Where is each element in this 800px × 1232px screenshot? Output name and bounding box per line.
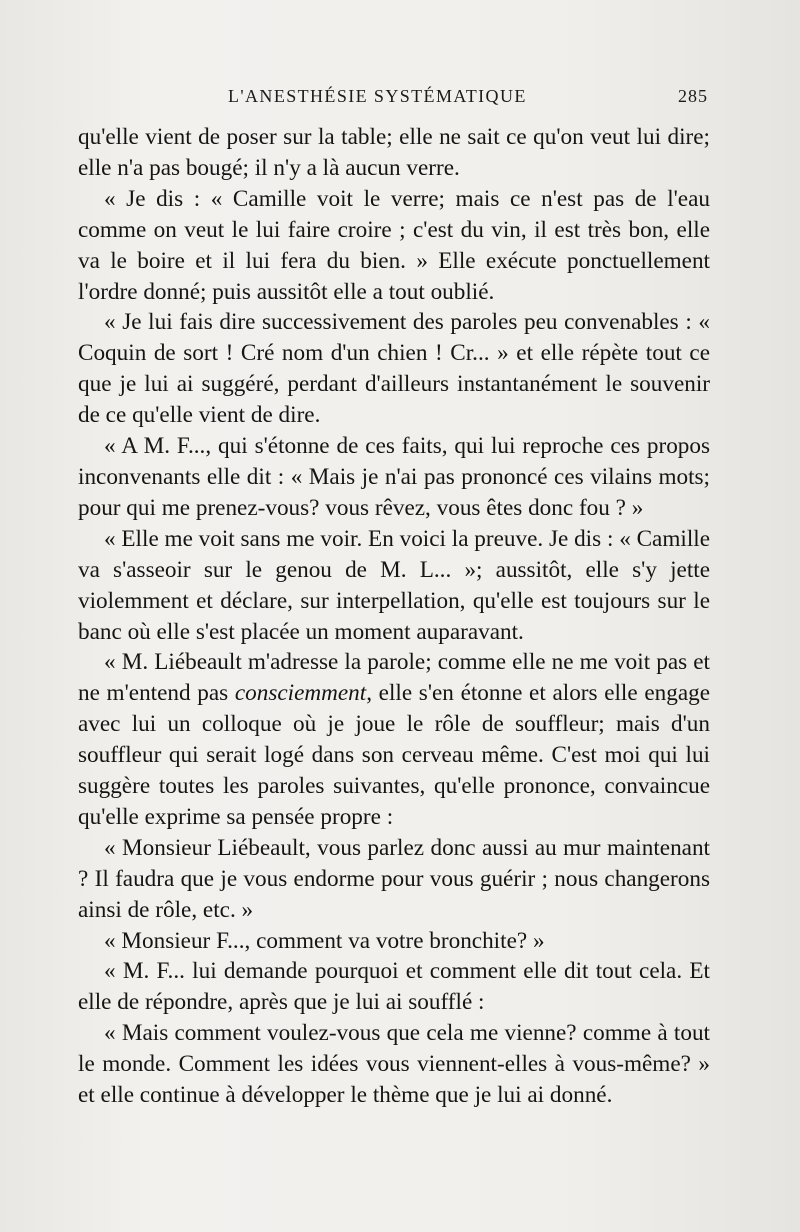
paragraph: « M. F... lui demande pourquoi et comment elle dit tout cela. Et elle de répondre, après que je lui ai soufflé : <box>78 958 710 1016</box>
paragraph: « A M. F..., qui s'étonne de ces faits, qui lui reproche ces propos inconvenants elle dit : « Mais je n'ai pas prononcé ces vilains mots; pour qui me prenez-vous? vous rêvez, vous êtes donc fou ? » <box>78 433 710 521</box>
page-number: 285 <box>678 86 708 106</box>
paragraph: « Monsieur Liébeault, vous parlez donc aussi au mur maintenant ? Il faudra que je vous endorme pour vous guérir ; nous changerons ainsi de rôle, etc. » <box>78 834 710 923</box>
paragraph: « Elle me voit sans me voir. En voici la preuve. Je dis : « Camille va s'asseoir sur le genou de M. L... »; aussitôt, elle s'y jette violemment et déclare, sur interpellation, qu'elle est toujours sur le banc où elle s'est placée un moment auparavant. <box>78 525 710 645</box>
paragraph-text: , elle s'en étonne et alors elle engage avec lui un colloque où je joue le rôle de souffleur; mais d'un souffleur qui serait logé dans son cerveau même. C'est moi qui lui suggère toutes les paroles suivantes, qu'elle prononce, convaincue qu'elle exprime sa pensée propre : <box>78 680 710 830</box>
paragraph <box>78 647 710 832</box>
paragraph: « Mais comment voulez-vous que cela me vienne? comme à tout le monde. Comment les idées vous viennent-elles à vous-même? » et elle continue à développer le thème que je lui ai donné. <box>78 1020 710 1109</box>
running-head: L'ANESTHÉSIE SYSTÉMATIQUE <box>228 86 527 106</box>
italic-word: consciemment <box>234 680 367 707</box>
body-text <box>78 122 710 1111</box>
paragraph-text: « M. Liébeault m'adresse la parole; comme elle ne me voit pas et ne m'entend pas <box>78 649 710 707</box>
paragraph: qu'elle vient de poser sur la table; elle ne sait ce qu'on veut lui dire; elle n'a pas bougé; il n'y a là aucun verre. <box>78 124 710 181</box>
page-header <box>78 86 708 110</box>
paragraph: « Je lui fais dire successivement des paroles peu convenables : « Coquin de sort ! Cré nom d'un chien ! Cr... » et elle répète tout ce que je lui ai suggéré, perdant d'ailleurs instantanément le souvenir de ce qu'elle vient de dire. <box>78 309 710 429</box>
paragraph: « Je dis : « Camille voit le verre; mais ce n'est pas de l'eau comme on veut le lui faire croire ; c'est du vin, il est très bon, elle va le boire et il lui fera du bien. » Elle exécute ponctuellement l'ordre donné; puis aussitôt elle a tout oublié. <box>78 185 710 305</box>
paragraph: « Monsieur F..., comment va votre bronchite? » <box>104 927 545 954</box>
